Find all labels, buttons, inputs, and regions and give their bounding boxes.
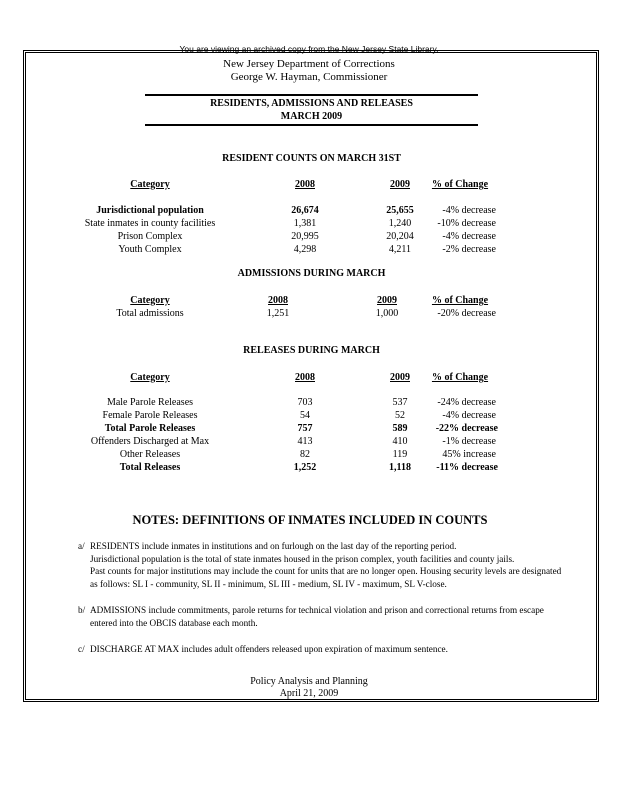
note-a-line: as follows: SL I - community, SL II - minimum, SL III - medium, SL IV - maximum, SL V-close. bbox=[90, 579, 447, 589]
admissions-col-change: % of Change bbox=[431, 295, 489, 306]
releases-value-2008: 413 bbox=[297, 436, 313, 447]
report-period: MARCH 2009 bbox=[280, 111, 343, 122]
admissions-heading: ADMISSIONS DURING MARCH bbox=[237, 268, 386, 279]
releases-value-2008: 1,252 bbox=[293, 462, 317, 473]
department-name: New Jersey Department of Corrections bbox=[223, 58, 395, 70]
note-a-line: Jurisdictional population is the total of state inmates housed in the prison complex, youth facilities and county jails. bbox=[90, 554, 515, 564]
releases-value-2009: 410 bbox=[392, 436, 408, 447]
resident-category: Prison Complex bbox=[117, 231, 183, 242]
resident-value-2009: 25,655 bbox=[386, 205, 414, 216]
admissions-category: Total admissions bbox=[116, 308, 184, 319]
releases-col-2008: 2008 bbox=[295, 372, 315, 383]
resident-col-2008: 2008 bbox=[295, 179, 315, 190]
releases-value-2009: 1,118 bbox=[389, 462, 411, 473]
releases-change: -1% decrease bbox=[442, 436, 496, 447]
note-b-line: entered into the OBCIS database each month. bbox=[90, 618, 258, 628]
resident-value-2009: 20,204 bbox=[386, 231, 414, 242]
releases-col-category: Category bbox=[130, 372, 170, 383]
admissions-col-category: Category bbox=[130, 295, 170, 306]
report-title: RESIDENTS, ADMISSIONS AND RELEASES bbox=[210, 98, 413, 109]
releases-change: -11% decrease bbox=[436, 462, 498, 473]
releases-col-2009: 2009 bbox=[390, 372, 410, 383]
releases-value-2008: 82 bbox=[300, 449, 310, 460]
releases-value-2008: 703 bbox=[297, 397, 313, 408]
resident-col-category: Category bbox=[130, 179, 170, 190]
releases-value-2009: 52 bbox=[395, 410, 405, 421]
archive-notice: You are viewing an archived copy from the New Jersey State Library. bbox=[179, 44, 439, 54]
note-c-line: DISCHARGE AT MAX includes adult offenders released upon expiration of maximum sentence. bbox=[90, 644, 448, 654]
releases-category-total: Total Releases bbox=[119, 462, 181, 473]
resident-value-2008: 26,674 bbox=[291, 205, 319, 216]
releases-value-2008: 54 bbox=[300, 410, 310, 421]
note-b-marker: b/ bbox=[78, 605, 86, 615]
resident-value-2009: 1,240 bbox=[388, 218, 412, 229]
title-rule bbox=[145, 94, 478, 96]
resident-col-2009: 2009 bbox=[390, 179, 410, 190]
releases-category-total-parole: Total Parole Releases bbox=[104, 423, 196, 434]
resident-category: Youth Complex bbox=[118, 244, 182, 255]
releases-value-2009: 119 bbox=[392, 449, 408, 460]
note-a-marker: a/ bbox=[78, 541, 85, 551]
releases-category: Offenders Discharged at Max bbox=[90, 436, 210, 447]
title-rule-bottom bbox=[145, 124, 478, 126]
note-a-line: RESIDENTS include inmates in institutions and on furlough on the last day of the reporting period. bbox=[90, 541, 457, 551]
resident-category: State inmates in county facilities bbox=[84, 218, 216, 229]
resident-change: -2% decrease bbox=[442, 244, 496, 255]
releases-value-2009: 537 bbox=[392, 397, 408, 408]
releases-value-2009: 589 bbox=[392, 423, 408, 434]
resident-value-2008: 4,298 bbox=[293, 244, 317, 255]
admissions-col-2009: 2009 bbox=[377, 295, 397, 306]
releases-value-2008: 757 bbox=[297, 423, 313, 434]
admissions-value-2008: 1,251 bbox=[266, 308, 290, 319]
releases-change: 45% increase bbox=[442, 449, 496, 460]
footer-office: Policy Analysis and Planning bbox=[250, 676, 368, 687]
admissions-col-2008: 2008 bbox=[268, 295, 288, 306]
resident-category: Jurisdictional population bbox=[96, 205, 204, 216]
resident-change: -4% decrease bbox=[442, 231, 496, 242]
resident-value-2009: 4,211 bbox=[388, 244, 412, 255]
releases-category: Female Parole Releases bbox=[102, 410, 198, 421]
resident-change: -4% decrease bbox=[442, 205, 496, 216]
releases-col-change: % of Change bbox=[431, 372, 489, 383]
admissions-change: -20% decrease bbox=[437, 308, 496, 319]
footer-date: April 21, 2009 bbox=[279, 688, 339, 699]
releases-heading: RELEASES DURING MARCH bbox=[243, 345, 380, 356]
releases-change: -4% decrease bbox=[442, 410, 496, 421]
commissioner-name: George W. Hayman, Commissioner bbox=[230, 71, 388, 83]
releases-change: -24% decrease bbox=[437, 397, 496, 408]
note-a-line: Past counts for major institutions may include the count for units that are no longer open. Housing security levels are designated bbox=[90, 566, 562, 576]
releases-category: Male Parole Releases bbox=[106, 397, 194, 408]
resident-value-2008: 1,381 bbox=[293, 218, 317, 229]
notes-title: NOTES: DEFINITIONS OF INMATES INCLUDED IN COUNTS bbox=[132, 513, 488, 527]
releases-category: Other Releases bbox=[119, 449, 181, 460]
resident-value-2008: 20,995 bbox=[291, 231, 319, 242]
resident-heading: RESIDENT COUNTS ON MARCH 31ST bbox=[222, 153, 401, 164]
resident-col-change: % of Change bbox=[431, 179, 489, 190]
admissions-value-2009: 1,000 bbox=[375, 308, 399, 319]
releases-change: -22% decrease bbox=[435, 423, 498, 434]
note-c-marker: c/ bbox=[78, 644, 85, 654]
note-b-line: ADMISSIONS include commitments, parole returns for technical violation and prison and correctional returns from escape bbox=[90, 605, 544, 615]
resident-change: -10% decrease bbox=[437, 218, 496, 229]
